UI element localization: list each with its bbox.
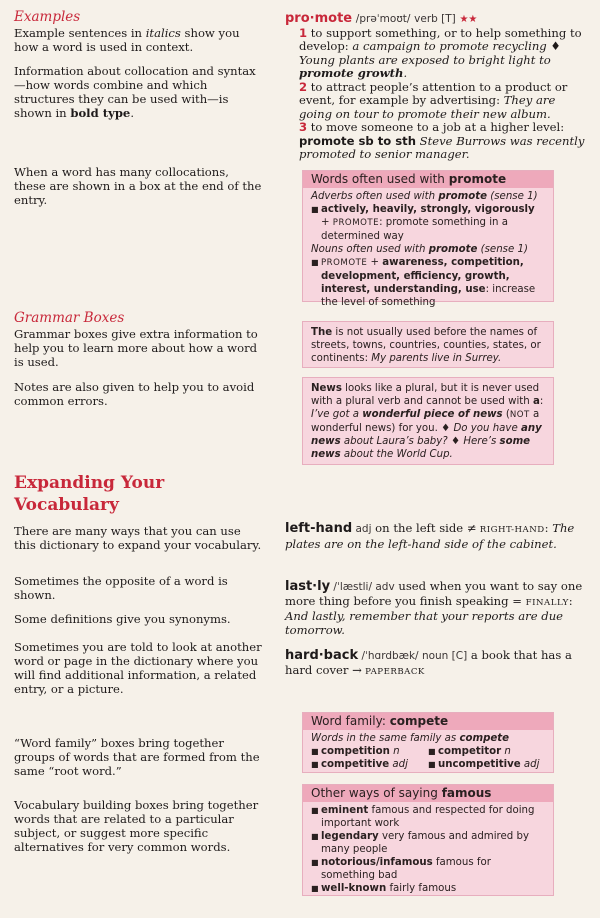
promote-entry: pro·mote /prəˈmoʊt/ verb [T] ★★ 1 to support something, or to help something to develop: a campaign to promote recycling ♦ Young plants are exposed to bright light to promote growth. 2 to attract people’s attention to a product or event, for example by advertising: They are going on tour to promote their new album. 3 to move someone to a job at a higher level: promote sb to sth Steve Burrows was recently promoted to senior manager. — [285, 12, 590, 162]
bullet-square-icon: ■ — [428, 747, 436, 756]
frequency-stars-icon: ★★ — [459, 14, 478, 25]
examples-paragraph-2: Information about collocation and syntax—how words combine and which structures they can be used with—is shown in bold type. — [14, 64, 256, 120]
grammar-box-news: News looks like a plural, but it is never used with a plural verb and cannot be used with a: I’ve got a wonderful piece of news (NOT a wonderful news) for you. ♦ Do you have any news about Laura’s baby? ♦ Here’s some news about the World Cup. — [302, 377, 554, 465]
grammar-paragraph-1: Grammar boxes give extra information to help you to learn more about how a word is used. — [14, 327, 258, 369]
opposite-icon: ≠ — [466, 521, 477, 535]
lastly-entry: last·ly /ˈlæstli/ adv used when you want to say one more thing before you finish speaking = FINALLY: And lastly, remember that your reports are due tomorrow. — [285, 579, 583, 637]
expanding-paragraph-2: Sometimes the opposite of a word is shown. — [14, 574, 228, 602]
bullet-square-icon: ■ — [311, 832, 319, 841]
bullet-square-icon: ■ — [311, 747, 319, 756]
expanding-section — [14, 472, 274, 516]
collocation-item-nouns: ■ PROMOTE + awareness, competition, development, efficiency, growth, interest, understanding, use: increase the level of something — [311, 257, 536, 308]
word-family-box: Word family: compete Words in the same family as compete ■ competition n ■ competitor n ■ competitive adj ■ uncompetitive adj — [302, 712, 554, 773]
promote-headword: pro·mote — [285, 11, 353, 26]
other-ways-item: ■ eminent famous and respected for doing important work — [311, 805, 535, 829]
promote-sense-3: 3 to move someone to a job at a higher level: promote sb to sth Steve Burrows was recently promoted to senior manager. — [299, 120, 585, 161]
grammar-paragraph-2: Notes are also given to help you to avoid common errors. — [14, 380, 255, 408]
word-family-title: Word family: compete — [303, 713, 553, 730]
lastly-headword: last·ly — [285, 579, 331, 594]
expanding-paragraph-6: Vocabulary building boxes bring together words that are related to a particular subject, or suggest more specific alternatives for very common words. — [14, 798, 259, 854]
synonym-icon: = — [508, 593, 526, 608]
lefthand-entry: left-hand adj on the left side ≠ RIGHT-HAND: The plates are on the left-hand side of the cabinet. — [285, 521, 575, 551]
grammar-box-the: The is not usually used before the names of streets, towns, countries, counties, states, or continents: My parents live in Surrey. — [302, 321, 554, 368]
other-ways-title: Other ways of saying famous — [303, 785, 553, 802]
word-family-item: ■ competitive adj — [311, 759, 408, 770]
bullet-square-icon: ■ — [311, 258, 319, 267]
examples-paragraph-1: Example sentences in italics show you how a word is used in context. — [14, 26, 240, 54]
word-family-item: ■ competition n — [311, 746, 400, 757]
grammar-heading: Grammar Boxes — [14, 310, 125, 326]
grammar-section — [14, 311, 262, 408]
other-ways-item: ■ well-known fairly famous — [311, 883, 457, 894]
word-family-item: ■ competitor n — [428, 746, 511, 757]
other-ways-item: ■ legendary very famous and admired by many people — [311, 831, 529, 855]
promote-sense-2: 2 to attract people’s attention to a product or event, for example by advertising: They are going on tour to promote their new album. — [299, 79, 568, 121]
collocations-note: When a word has many collocations, these are shown in a box at the end of the entry. — [14, 165, 262, 207]
other-ways-box — [302, 784, 554, 896]
hardback-headword: hard·back — [285, 648, 359, 663]
hardback-entry: hard·back /ˈhɑrdbæk/ noun [C] a book that has a hard cover → PAPERBACK — [285, 648, 572, 677]
collocation-box: Words often used with promote Adverbs often used with promote (sense 1) ■ actively, heavily, strongly, vigorously + PROMOTE: promote something in a determined way Nouns often used with promote (sense 1) ■ PROMOTE + awareness, competition, development, efficiency, growth, interest, understanding, use: increase the level of something — [302, 170, 554, 302]
examples-heading: Examples — [14, 9, 81, 25]
promote-sense-1: 1 to support something, or to help something to develop: a campaign to promote recycling ♦ Young plants are exposed to bright light to promote growth. — [299, 25, 582, 80]
expanding-heading-line1: Expanding Your — [14, 473, 165, 493]
lefthand-headword: left-hand — [285, 521, 353, 536]
collocation-item-adverbs: ■ actively, heavily, strongly, vigorously + PROMOTE: promote something in a determined way — [311, 204, 535, 242]
collocation-box-title: Words often used with promote — [303, 171, 553, 188]
arrow-right-icon: → — [352, 662, 362, 677]
bullet-square-icon: ■ — [311, 760, 319, 769]
expanding-heading-line2: Vocabulary — [14, 495, 119, 515]
expanding-paragraph-3: Some definitions give you synonyms. — [14, 612, 231, 626]
word-family-item: ■ uncompetitive adj — [428, 759, 540, 770]
bullet-square-icon: ■ — [311, 806, 319, 815]
examples-section — [14, 10, 262, 120]
expanding-paragraph-4: Sometimes you are told to look at another word or page in the dictionary where you will find additional information, a related entry, or a picture. — [14, 640, 262, 696]
bullet-square-icon: ■ — [428, 760, 436, 769]
bullet-square-icon: ■ — [311, 205, 319, 214]
other-ways-item: ■ notorious/infamous famous for something bad — [311, 857, 491, 881]
expanding-paragraph-5: “Word family” boxes bring together groups of words that are formed from the same “root word.” — [14, 736, 260, 778]
expanding-paragraph-1: There are many ways that you can use this dictionary to expand your vocabulary. — [14, 524, 262, 552]
bullet-square-icon: ■ — [311, 884, 319, 893]
bullet-square-icon: ■ — [311, 858, 319, 867]
